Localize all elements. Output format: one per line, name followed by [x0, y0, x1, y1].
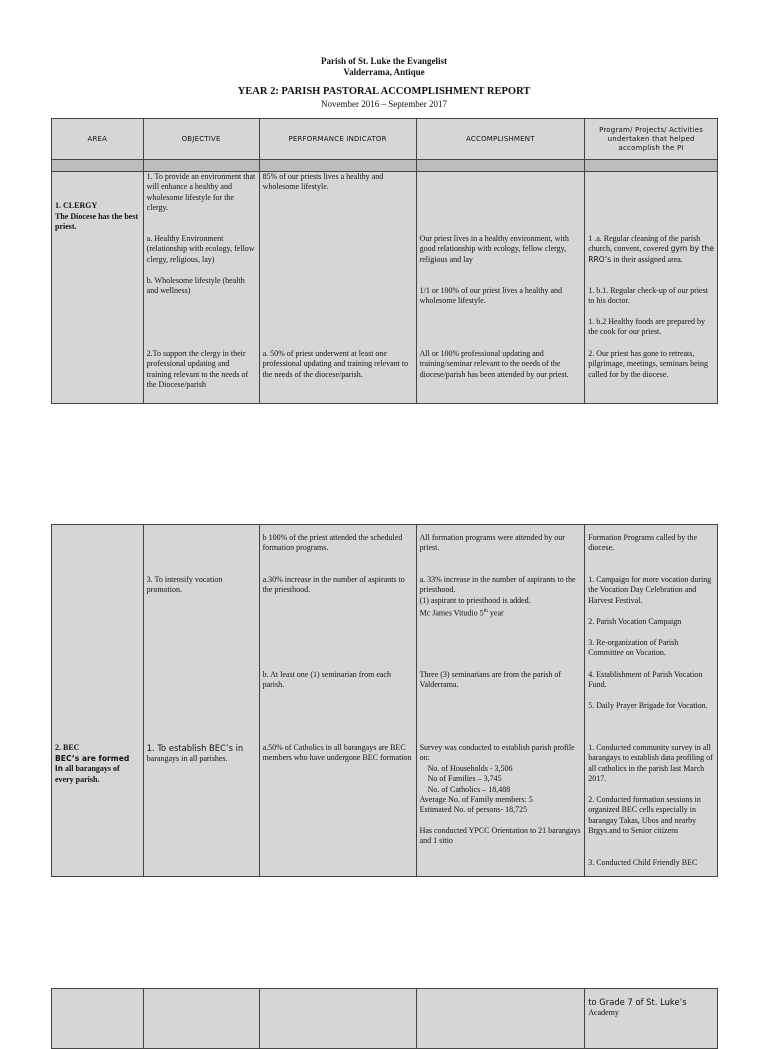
indicator-cell	[259, 989, 416, 1049]
accomplishment-3: All or 100% professional updating and training/seminar relevant to the needs of the diocese/parish has been attended by our priest.	[419, 349, 569, 379]
indicator-bec: a.50% of Catholics in all barangays are BEC members who have undergone BEC formation	[262, 743, 412, 763]
col-header-accomplishment: ACCOMPLISHMENT	[416, 119, 585, 160]
objective-1b: b. Wholesome lifestyle (health and wellness)	[146, 276, 245, 296]
indicator-2: a. 50% of priest underwent at least one professional updating and training relevant to the needs of the diocese/parish.	[262, 349, 409, 379]
objective-cell	[143, 525, 259, 877]
program-3-4: 4. Establishment of Parish Vocation Fund.	[588, 670, 703, 690]
indicator-b: b 100% of the priest attended the scheduled formation programs.	[262, 533, 403, 553]
accomplishment-cell	[416, 989, 585, 1049]
program-bec-3: 3. Conducted Child Friendly BEC	[588, 858, 698, 867]
accomplishment-3a: a. 33% increase in the number of aspirants to the priesthood. (1) aspirant to priesthood is added. Mc James Vitudio 5th year	[419, 575, 576, 618]
indicator-3a: a.30% increase in the number of aspirants to the priesthood.	[262, 575, 405, 595]
area-bec-desc: BEC’s are formed in all barangays of every parish.	[55, 754, 130, 784]
program-1b2: 1. b.2 Healthy foods are prepared by the cook for our priest.	[588, 317, 706, 337]
indicator-cell	[259, 525, 416, 877]
programs-cell	[585, 989, 718, 1049]
report-header	[0, 56, 768, 78]
indicator-1: 85% of our priests lives a healthy and wholesome lifestyle.	[262, 172, 384, 192]
accomplishment-bec: Survey was conducted to establish parish profile on: No. of Households - 3,506 No of Families – 3,745 No. of Catholics – 18,488 Average No. of Family members: 5 Estimated No. of persons- 18,725 Has conducted YPCC Orientation to 21 barangays and 1 sitio	[419, 743, 581, 846]
col-header-programs: Program/ Projects/ Activities undertaken that helped accomplish the PI	[585, 119, 718, 160]
programs-cell	[585, 525, 718, 877]
parish-location: Valderrama, Antique	[343, 67, 425, 77]
area-cell	[52, 989, 144, 1049]
area-cell	[52, 525, 144, 877]
program-bec-1: 1. Conducted community survey in all barangays to establish data profiling of all catholics in the parish last March 2017.	[588, 743, 713, 784]
report-period: November 2016 – September 2017	[321, 99, 447, 109]
program-1b1: 1. b.1. Regular check-up of our priest to his doctor.	[588, 286, 708, 306]
indicator-cell	[259, 172, 416, 404]
table-row	[52, 989, 718, 1049]
indicator-3b: b. At least one (1) seminarian from each parish.	[262, 670, 391, 690]
report-table-page-1	[51, 118, 718, 404]
accomplishment-b: All formation programs were attended by our priest.	[419, 533, 565, 553]
col-header-objective: OBJECTIVE	[143, 119, 259, 160]
program-3-5: 5. Daily Prayer Brigade for Vocation.	[588, 701, 708, 710]
objective-1: 1. To provide an environment that will enhance a healthy and wholesome lifestyle for the clergy.	[146, 172, 256, 213]
programs-cell	[585, 172, 718, 404]
program-bec-2: 2. Conducted formation sessions in organized BEC cells especially in barangay Takas, Ubos and nearby Brgys.and to Senior citizens	[588, 795, 701, 836]
program-b: Formation Programs called by the diocese.	[588, 533, 698, 553]
objective-3: 3. To intensify vocation promotion.	[146, 575, 223, 595]
area-clergy-desc: The Diocese has the best priest.	[55, 212, 139, 232]
accomplishment-1: Our priest lives in a healthy environment, with good relationship with ecology, fellow clergy, religious and lay	[419, 234, 569, 264]
program-3-1: 1. Campaign for more vocation during the Vocation Day Celebration and Harvest Festival.	[588, 575, 712, 605]
program-3-3: 3. Re-organization of Parish Committee on Vocation.	[588, 638, 679, 658]
report-table-page-2	[51, 524, 718, 877]
objective-bec-1: 1. To establish BEC’s in barangays in all parishes.	[146, 743, 244, 764]
table-header-row	[52, 119, 718, 160]
program-2: 2. Our priest has gone to retreats, pilgrimage, meetings, seminars being called for by the diocese.	[588, 349, 708, 379]
table-row	[52, 172, 718, 404]
area-bec-title: 2. BEC	[55, 743, 80, 752]
accomplishment-cell	[416, 172, 585, 404]
program-3-2: 2. Parish Vocation Campaign	[588, 617, 682, 626]
area-clergy-title: 1. CLERGY	[55, 201, 98, 210]
parish-name: Parish of St. Luke the Evangelist	[320, 56, 447, 66]
objective-1a: a. Healthy Environment (relationship with ecology, fellow clergy, religious, lay)	[146, 234, 255, 264]
objective-cell	[143, 989, 259, 1049]
program-1a: 1 .a. Regular cleaning of the parish church, convent, covered gym by the RRO’s in their assigned area.	[588, 234, 714, 264]
accomplishment-3b: Three (3) seminarians are from the parish of Valderrama.	[419, 670, 562, 690]
report-table-page-3	[51, 988, 718, 1049]
objective-cell	[143, 172, 259, 404]
table-row	[52, 525, 718, 877]
accomplishment-2: 1/1 or 100% of our priest lives a healthy and wholesome lifestyle.	[419, 286, 563, 306]
col-header-indicator: PERFORMANCE INDICATOR	[259, 119, 416, 160]
objective-2: 2.To support the clergy in their professional updating and training relevant to the needs of the Diocese/parish	[146, 349, 249, 390]
report-title: YEAR 2: PARISH PASTORAL ACCOMPLISHMENT REPORT	[237, 86, 531, 97]
program-continued: to Grade 7 of St. Luke’s Academy	[588, 997, 687, 1018]
col-header-area: AREA	[52, 119, 144, 160]
accomplishment-cell	[416, 525, 585, 877]
table-spacer-row	[52, 160, 718, 172]
area-cell	[52, 172, 144, 404]
